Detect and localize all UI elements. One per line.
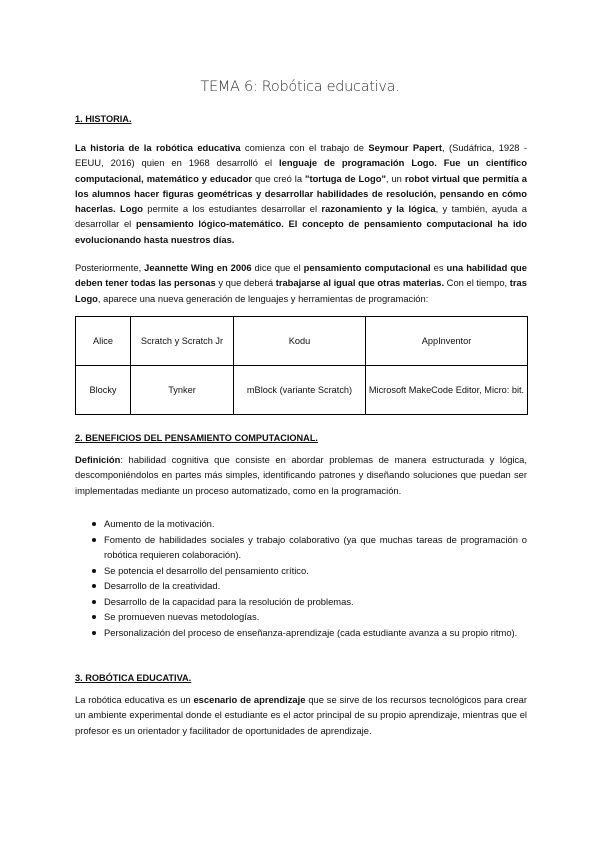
section-heading-robotica-educativa: 3. ROBÓTICA EDUCATIVA.	[75, 673, 192, 683]
table-cell: AppInventor	[366, 317, 528, 366]
text-segment: dice que el	[251, 262, 304, 273]
bold-text: razonamiento y la lógica	[321, 203, 436, 215]
table-row	[76, 317, 528, 366]
list-item: Desarrollo de la creatividad.	[75, 578, 527, 594]
list-item: Se potencia el desarrollo del pensamiento crítico.	[75, 563, 527, 579]
text-segment: , un	[385, 172, 405, 184]
benefits-list	[75, 516, 527, 640]
bold-text: lenguaje de programación Logo. Fue un científico computacional, matemático y educador	[75, 157, 527, 184]
list-item: Fomento de habilidades sociales y trabajo colaborativo (ya que muchas tareas de programación o robótica requieren colaboración).	[75, 532, 527, 563]
text-segment: que se sirve de los recursos tecnológicos para crear un ambiente experimental donde el estudiante es el actor principal de su propio aprendizaje, mientras que el profesor es un orientador y facilitador de oportunidades de aprendizaje.	[75, 694, 528, 736]
table-row	[76, 366, 528, 415]
text-segment: , aparece una nueva generación de lenguajes y herramientas de programación:	[97, 292, 429, 304]
text-segment: permite a los estudiantes desarrollar el	[142, 203, 322, 215]
table-cell: Blocky	[76, 366, 131, 415]
text-segment: Posteriormente,	[75, 262, 145, 273]
paragraph-robotica-educativa	[75, 692, 527, 738]
bold-text: robot virtual que permitía a los alumnos hacer figuras geométricas y desarrollar habilidades de resolución, pensando en cómo hacerlas. Logo	[75, 172, 528, 215]
paragraph-jeannette-wing	[75, 260, 527, 306]
paragraph-historia	[75, 140, 527, 247]
list-item: Desarrollo de la capacidad para la resolución de problemas.	[75, 594, 527, 610]
table-cell: Alice	[76, 317, 131, 366]
bold-text: tras Logo	[75, 277, 527, 304]
bold-text: trabajarse al igual que otras materias.	[275, 277, 445, 289]
list-item: Se promueven nuevas metodologías.	[75, 609, 527, 625]
text-segment: comienza con el trabajo de	[240, 142, 369, 153]
bold-text: "tortuga de Logo"	[305, 172, 386, 184]
table-cell: Tynker	[131, 366, 234, 415]
text-segment: La robótica educativa es un	[75, 694, 194, 705]
bold-text: escenario de aprendizaje	[193, 694, 306, 705]
text-segment: Con el tiempo,	[444, 277, 510, 289]
section-heading-historia: 1. HISTORIA.	[75, 114, 132, 124]
bold-text: Seymour Papert	[368, 142, 442, 153]
text-segment: que creó la	[252, 172, 306, 184]
text-segment: , y también, ayuda a desarrollar el	[75, 203, 527, 230]
bold-text: La historia de la robótica educativa	[75, 142, 241, 153]
page-title: TEMA 6: Robótica educativa.	[200, 79, 400, 95]
list-item: Aumento de la motivación.	[75, 516, 527, 532]
bold-text: pensamiento computacional	[303, 262, 431, 273]
table-cell: mBlock (variante Scratch)	[234, 366, 366, 415]
text-segment: y que deberá	[215, 277, 276, 289]
bold-text: Jeannette Wing en 2006	[144, 262, 252, 273]
text-segment: es	[430, 262, 447, 273]
bold-text: Definición	[75, 454, 121, 465]
table-cell: Scratch y Scratch Jr	[131, 317, 234, 366]
table-cell: Microsoft MakeCode Editor, Micro: bit.	[366, 366, 528, 415]
section-heading-beneficios: 2. BENEFICIOS DEL PENSAMIENTO COMPUTACIONAL.	[75, 433, 318, 443]
paragraph-definicion	[75, 452, 527, 498]
text-segment: , (Sudáfrica, 1928 - EEUU, 2016) quien en 1968 desarrolló el	[75, 142, 527, 169]
programming-tools-table	[75, 316, 528, 415]
bold-text: una habilidad que deben tener todas las personas	[75, 262, 527, 289]
list-item: Personalización del proceso de enseñanza-aprendizaje (cada estudiante avanza a su propio ritmo).	[75, 625, 527, 641]
text-segment: : habilidad cognitiva que consiste en abordar problemas de manera estructurada y lógica, descomponiéndolos en partes más simples, identificando patrones y diseñando soluciones que puedan ser implementadas mediante un proceso automatizado, como en la programación.	[75, 454, 527, 496]
bold-text: pensamiento lógico-matemático. El concepto de pensamiento computacional ha ido evolucionando hasta nuestros días.	[75, 218, 528, 245]
table-cell: Kodu	[234, 317, 366, 366]
